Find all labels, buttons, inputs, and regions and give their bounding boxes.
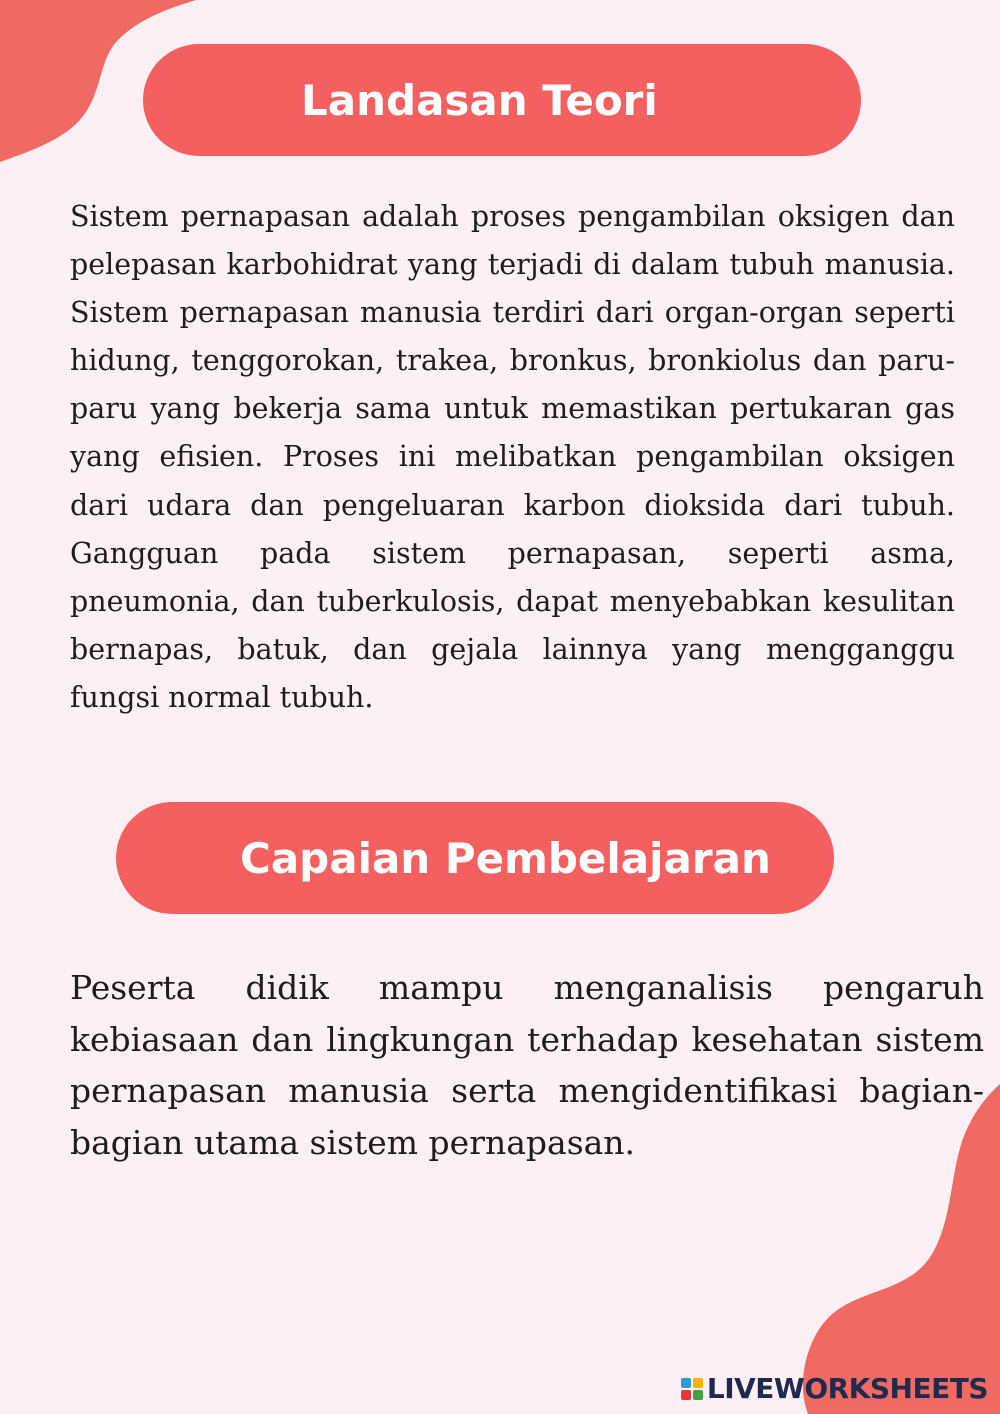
landasan-teori-banner — [143, 44, 861, 156]
liveworksheets-logo-icon — [681, 1378, 703, 1400]
logo-square-green — [693, 1390, 703, 1400]
logo-square-blue — [681, 1378, 691, 1388]
watermark-text: LIVEWORKSHEETS — [706, 1372, 988, 1405]
landasan-teori-paragraph: Sistem pernapasan adalah proses pengambilan oksigen dan pelepasan karbohidrat yang terjadi di dalam tubuh manusia. Sistem pernapasan manusia terdiri dari organ-organ seperti hidung, tenggorokan, trakea, bronkus, bronkiolus dan paru-paru yang bekerja sama untuk memastikan pertukaran gas yang efisien. Proses ini melibatkan pengambilan oksigen dari udara dan pengeluaran karbon dioksida dari tubuh. Gangguan pada sistem pernapasan, seperti asma, pneumonia, dan tuberkulosis, dapat menyebabkan kesulitan bernapas, batuk, dan gejala lainnya yang mengganggu fungsi normal tubuh. — [70, 200, 955, 714]
liveworksheets-watermark — [681, 1372, 988, 1405]
capaian-pembelajaran-paragraph: Peserta didik mampu menganalisis pengaruh kebiasaan dan lingkungan terhadap kesehatan sistem pernapasan manusia serta mengidentifikasi bagian-bagian utama sistem pernapasan. — [70, 968, 984, 1162]
logo-square-yellow — [693, 1378, 703, 1388]
landasan-teori-heading: Landasan Teori — [301, 75, 658, 125]
logo-square-red — [681, 1390, 691, 1400]
capaian-pembelajaran-heading: Capaian Pembelajaran — [240, 833, 771, 883]
capaian-pembelajaran-banner — [116, 802, 834, 914]
